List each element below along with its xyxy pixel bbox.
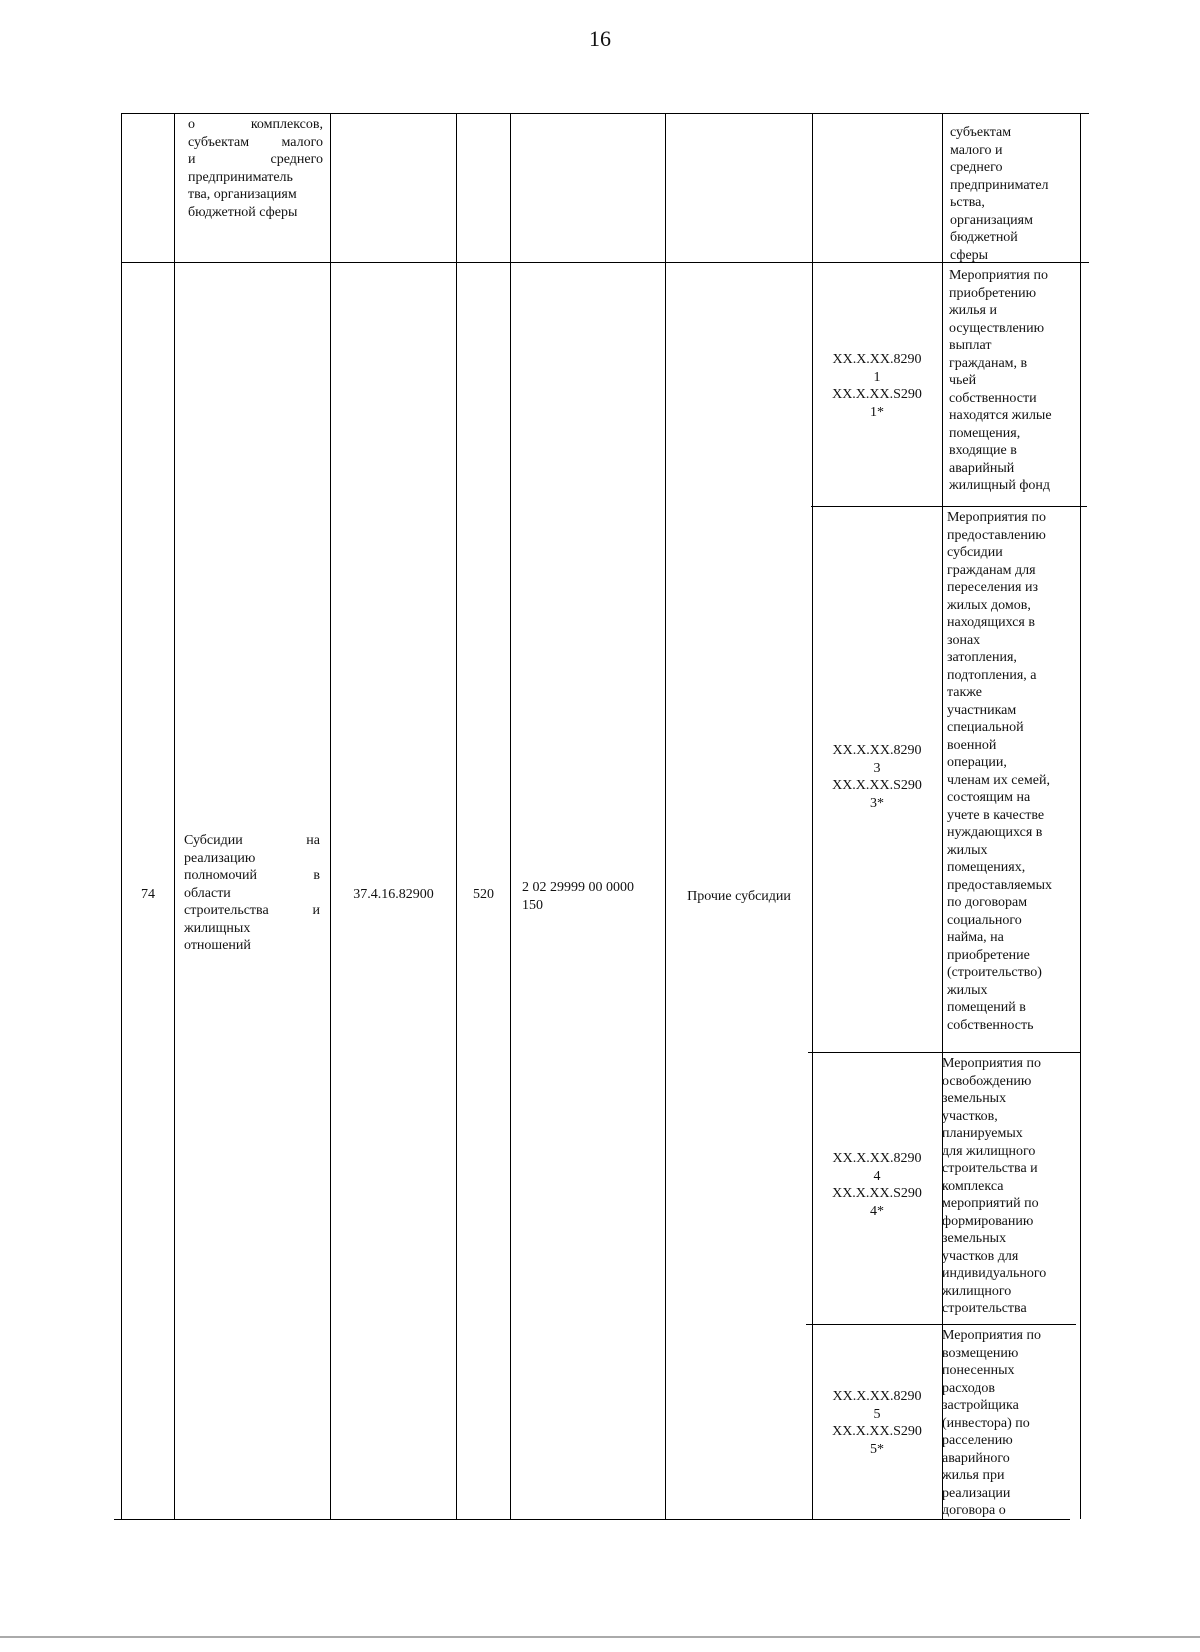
- purpose-line: помещения,: [949, 425, 1021, 441]
- column-border: [456, 113, 457, 1519]
- purpose-line: среднего: [950, 160, 1003, 175]
- code-line: XX.X.XX.S290: [832, 1424, 922, 1439]
- column-border: [812, 113, 813, 1519]
- subrow-code-cell: [812, 351, 942, 421]
- purpose-line: социального: [947, 912, 1022, 928]
- purpose-line: договора о: [942, 1503, 1006, 1518]
- code-line: 1: [873, 369, 881, 385]
- purpose-line: жилых: [947, 842, 988, 858]
- purpose-line: сферы: [950, 247, 989, 263]
- name-line: реализацию: [184, 850, 256, 866]
- purpose-line: строительства: [942, 1301, 1027, 1316]
- purpose-line: организациям: [950, 212, 1033, 228]
- subrow-purpose-cell: [942, 1055, 1079, 1318]
- code-line: XX.X.XX.8290: [832, 1389, 922, 1404]
- purpose-line: военной: [947, 737, 997, 753]
- column-border: [510, 113, 511, 1519]
- purpose-line: участков,: [942, 1108, 998, 1124]
- purpose-line: предпринимател: [950, 177, 1049, 193]
- column-border: [665, 113, 666, 1519]
- row-name-cell: [184, 832, 320, 955]
- top-row-purpose-cell: [950, 124, 1078, 264]
- purpose-line: понесенных: [942, 1363, 1015, 1378]
- subrow-purpose-cell: [949, 267, 1079, 495]
- purpose-line: подтопления, а: [947, 667, 1037, 683]
- column-border: [174, 113, 175, 1519]
- purpose-line: собственности: [949, 390, 1037, 406]
- purpose-line: Мероприятия по: [947, 510, 1046, 525]
- purpose-line: (инвестора) по: [942, 1415, 1030, 1431]
- purpose-line: комплекса: [942, 1178, 1004, 1194]
- purpose-line: гражданам для: [947, 562, 1036, 578]
- purpose-line: земельных: [942, 1231, 1007, 1246]
- purpose-line: операции,: [947, 755, 1007, 770]
- code-line: 1*: [870, 404, 884, 420]
- purpose-line: жилья и: [949, 303, 997, 318]
- table-bottom-border: [114, 1519, 1070, 1520]
- purpose-line: состоящим на: [947, 790, 1031, 805]
- code-line: XX.X.XX.S290: [832, 778, 922, 793]
- column-border: [1080, 113, 1081, 1519]
- purpose-line: участникам: [947, 702, 1017, 718]
- purpose-line: учете в качестве: [947, 807, 1045, 823]
- purpose-line: расходов: [942, 1380, 996, 1396]
- expense-type-code: 520: [473, 887, 494, 902]
- purpose-line: субсидии: [947, 545, 1003, 560]
- name-line: и среднего: [188, 152, 323, 167]
- purpose-line: зонах: [947, 632, 981, 648]
- purpose-line: помещениях,: [947, 860, 1026, 875]
- purpose-line: находятся жилые: [949, 408, 1052, 423]
- purpose-line: приобретение: [947, 947, 1030, 963]
- purpose-line: реализации: [942, 1485, 1011, 1501]
- target-code: 37.4.16.82900: [353, 887, 434, 902]
- subrow-purpose-cell: [947, 509, 1079, 1034]
- purpose-line: найма, на: [947, 930, 1004, 945]
- purpose-line: индивидуального: [942, 1266, 1047, 1281]
- code-line: XX.X.XX.8290: [832, 352, 922, 367]
- name-line: субъектам малого: [188, 134, 323, 150]
- subrow-divider: [806, 1324, 1076, 1325]
- name-line: полномочий в: [184, 868, 320, 883]
- purpose-line: бюджетной: [950, 230, 1018, 245]
- purpose-line: гражданам, в: [949, 355, 1028, 371]
- purpose-line: (строительство): [947, 965, 1042, 980]
- code-line: 4: [873, 1168, 881, 1184]
- code-line: XX.X.XX.8290: [832, 743, 922, 758]
- code-line: 5*: [870, 1441, 884, 1457]
- purpose-line: входящие в: [949, 443, 1017, 458]
- purpose-line: для жилищного: [942, 1143, 1036, 1159]
- purpose-line: формированию: [942, 1213, 1034, 1229]
- row-number: 74: [141, 887, 155, 902]
- purpose-line: собственность: [947, 1017, 1034, 1033]
- purpose-line: аварийный: [949, 460, 1015, 476]
- purpose-line: субъектам: [950, 125, 1012, 140]
- revenue-name: Прочие субсидии: [687, 889, 791, 904]
- purpose-line: помещений в: [947, 1000, 1026, 1015]
- top-row-name-cell: [188, 116, 323, 221]
- name-line: отношений: [184, 938, 251, 953]
- purpose-line: строительства и: [942, 1161, 1038, 1176]
- name-line: тва, организациям: [188, 187, 297, 202]
- purpose-line: жилищного: [942, 1283, 1012, 1299]
- purpose-line: ьства,: [950, 195, 985, 210]
- purpose-line: по договорам: [947, 895, 1028, 910]
- subrow-divider: [811, 506, 1087, 507]
- purpose-line: Мероприятия по: [942, 1056, 1041, 1071]
- row-divider: [122, 262, 1089, 263]
- purpose-line: возмещению: [942, 1345, 1019, 1361]
- code-line: 5: [873, 1406, 881, 1422]
- name-line: бюджетной сферы: [188, 204, 298, 220]
- purpose-line: мероприятий по: [942, 1196, 1039, 1211]
- kbk-line: 150: [522, 897, 543, 913]
- purpose-line: участков для: [942, 1248, 1019, 1264]
- purpose-line: жилья при: [942, 1468, 1005, 1483]
- purpose-line: жилых домов,: [947, 597, 1031, 613]
- subrow-code-cell: [812, 742, 942, 812]
- purpose-line: освобождению: [942, 1073, 1032, 1089]
- purpose-line: осуществлению: [949, 320, 1045, 336]
- purpose-line: нуждающихся в: [947, 825, 1043, 840]
- purpose-line: переселения из: [947, 580, 1039, 595]
- purpose-line: планируемых: [942, 1126, 1023, 1141]
- purpose-line: малого и: [950, 142, 1003, 158]
- kbk-line: 2 02 29999 00 0000: [522, 880, 634, 895]
- column-border: [121, 113, 122, 1519]
- name-line: Субсидии на: [184, 833, 320, 848]
- purpose-line: жилищный фонд: [949, 478, 1051, 493]
- subrow-code-cell: [812, 1388, 942, 1458]
- revenue-code-cell: [522, 879, 662, 914]
- name-line: области: [184, 885, 231, 901]
- purpose-line: жилых: [947, 982, 988, 998]
- purpose-line: предоставлению: [947, 527, 1046, 543]
- purpose-line: аварийного: [942, 1450, 1010, 1466]
- code-line: 3: [873, 760, 881, 776]
- name-line: строительства и: [184, 903, 320, 918]
- name-line: жилищных: [184, 920, 251, 936]
- subrow-purpose-cell: [942, 1327, 1079, 1520]
- code-line: 4*: [870, 1203, 884, 1219]
- purpose-line: чьей: [949, 373, 977, 388]
- subrow-divider: [808, 1052, 1080, 1053]
- code-line: XX.X.XX.S290: [832, 1186, 922, 1201]
- code-line: XX.X.XX.8290: [832, 1151, 922, 1166]
- purpose-line: Мероприятия по: [949, 268, 1048, 283]
- purpose-line: также: [947, 685, 983, 700]
- column-border: [330, 113, 331, 1519]
- purpose-line: специальной: [947, 720, 1024, 735]
- purpose-line: членам их семей,: [947, 772, 1050, 788]
- table-top-border: [122, 113, 1089, 114]
- purpose-line: находящихся в: [947, 615, 1035, 630]
- subrow-code-cell: [812, 1150, 942, 1220]
- name-line: предприниматель: [188, 169, 293, 185]
- purpose-line: застройщика: [942, 1398, 1019, 1413]
- purpose-line: предоставляемых: [947, 877, 1053, 893]
- purpose-line: приобретению: [949, 285, 1037, 301]
- name-line: о комплексов,: [188, 117, 323, 132]
- code-line: XX.X.XX.S290: [832, 387, 922, 402]
- page-bottom-rule: [0, 1636, 1200, 1638]
- purpose-line: расселению: [942, 1433, 1013, 1448]
- purpose-line: Мероприятия по: [942, 1328, 1041, 1343]
- purpose-line: выплат: [949, 338, 992, 353]
- code-line: 3*: [870, 795, 884, 811]
- purpose-line: земельных: [942, 1091, 1007, 1106]
- page-number: 16: [589, 26, 611, 51]
- purpose-line: затопления,: [947, 650, 1017, 665]
